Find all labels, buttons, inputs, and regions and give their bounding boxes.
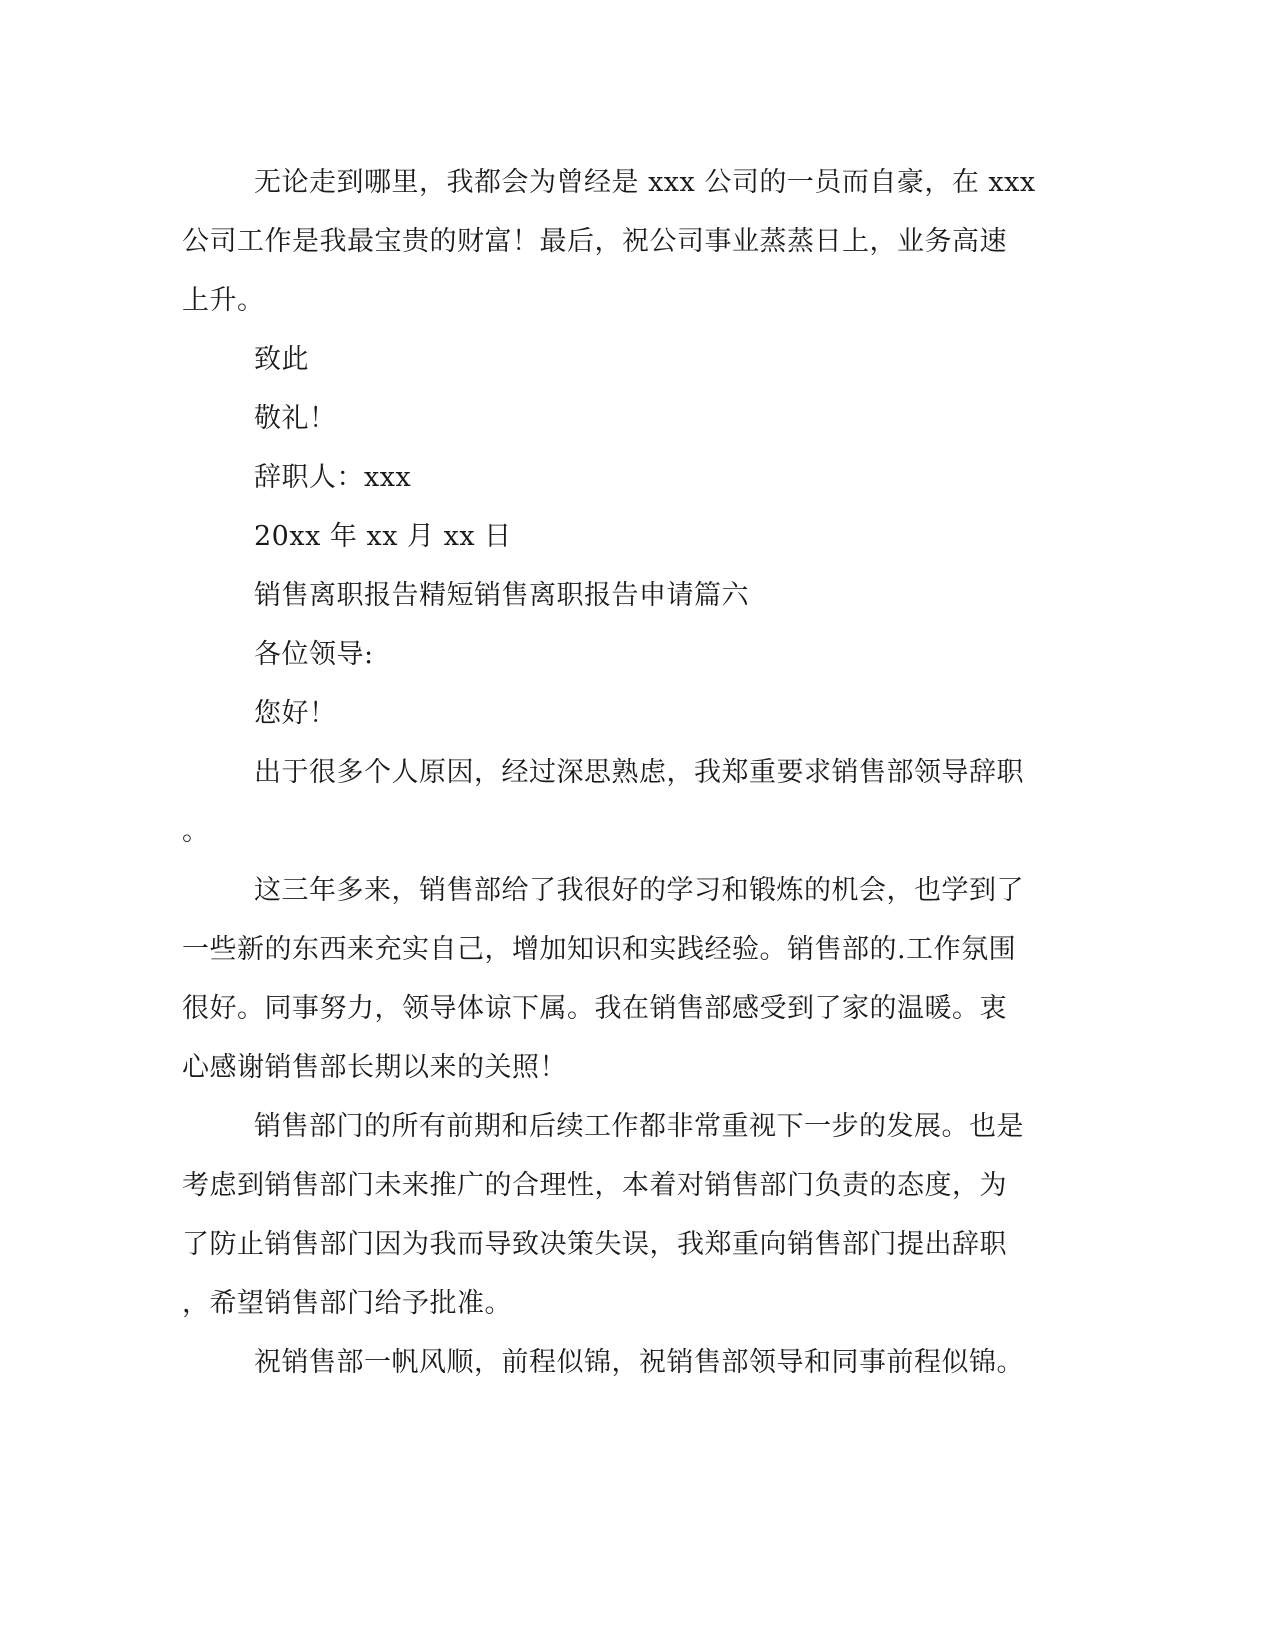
paragraph-line: 祝销售部一帆风顺，前程似锦，祝销售部领导和同事前程似锦。 xyxy=(254,1347,1024,1378)
paragraph-line: 考虑到销售部门未来推广的合理性，本着对销售部门负责的态度，为 xyxy=(182,1170,1007,1201)
paragraph-line: 上升。 xyxy=(182,285,265,316)
paragraph-line: 了防止销售部门因为我而导致决策失误，我郑重向销售部门提出辞职 xyxy=(182,1229,1007,1260)
salutation-line: 敬礼！ xyxy=(254,403,337,434)
date-line: 20xx 年 xx 月 xx 日 xyxy=(254,521,512,552)
paragraph-line: 这三年多来，销售部给了我很好的学习和锻炼的机会，也学到了 xyxy=(254,875,1024,906)
paragraph-line: 。 xyxy=(182,816,210,847)
paragraph-line: 一些新的东西来充实自己，增加知识和实践经验。销售部的.工作氛围 xyxy=(182,934,1017,965)
paragraph-line: 心感谢销售部长期以来的关照！ xyxy=(182,1052,567,1083)
paragraph-line: 无论走到哪里，我都会为曾经是 xxx 公司的一员而自豪，在 xxx xyxy=(254,167,1036,198)
paragraph-line: ，希望销售部门给予批准。 xyxy=(182,1288,512,1319)
paragraph-line: 出于很多个人原因，经过深思熟虑，我郑重要求销售部领导辞职 xyxy=(254,757,1024,788)
section-title: 销售离职报告精短销售离职报告申请篇六 xyxy=(254,580,749,611)
paragraph-line: 销售部门的所有前期和后续工作都非常重视下一步的发展。也是 xyxy=(254,1111,1024,1142)
closing-line: 致此 xyxy=(254,344,309,375)
paragraph-line: 很好。同事努力，领导体谅下属。我在销售部感受到了家的温暖。衷 xyxy=(182,993,1007,1024)
greeting-line: 各位领导: xyxy=(254,639,374,670)
greeting-line: 您好！ xyxy=(254,698,337,729)
signature-line: 辞职人：xxx xyxy=(254,462,412,493)
paragraph-line: 公司工作是我最宝贵的财富！最后，祝公司事业蒸蒸日上，业务高速 xyxy=(182,226,1007,257)
